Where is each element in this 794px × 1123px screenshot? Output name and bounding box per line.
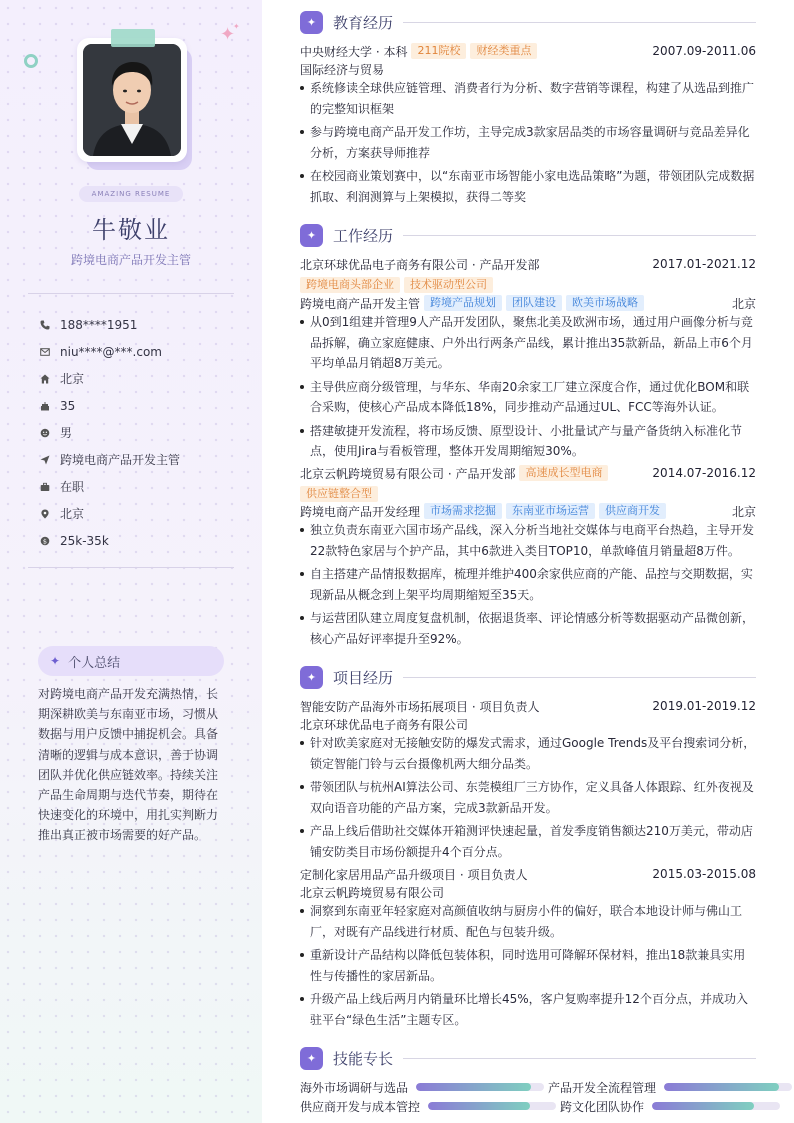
list-item: 重新设计产品结构以降低包装体积，同时选用可降解环保材料，推出18款兼具实用性与传播性的家居新品。: [300, 945, 756, 986]
tag: 财经类重点: [470, 43, 537, 59]
city: 北京: [731, 296, 756, 311]
education-section-header: [300, 10, 756, 34]
role: 跨境电商产品开发主管: [300, 296, 421, 311]
skill-name: 海外市场调研与选品: [300, 1080, 409, 1095]
sparkle-icon: ✦: [300, 11, 323, 34]
sparkle-icon: ✦: [50, 654, 61, 668]
skill-name: 跨文化团队协作: [560, 1099, 645, 1114]
company-row: [300, 255, 756, 273]
tag: 跨境电商头部企业: [300, 277, 400, 293]
section-title: 工作经历: [333, 226, 394, 245]
company-tags: [300, 277, 493, 293]
project-company: 北京环球优品电子商务有限公司: [300, 717, 469, 732]
candidate-name: 牛敬业: [92, 216, 170, 244]
skill-item: [300, 1097, 556, 1115]
city: 北京: [731, 504, 756, 519]
list-item: 产品上线后借助社交媒体开箱测评快速起量，首发季度销售额达210万美元，带动店铺安防类目市场份额提升4个百分点。: [300, 821, 756, 862]
summary-title: 个人总结: [68, 655, 121, 671]
date: 2007.09-2011.06: [652, 44, 756, 58]
company-row: [300, 464, 756, 482]
school-name: 中央财经大学 · 本科: [300, 44, 408, 59]
section-divider: [403, 677, 756, 678]
job-bullets: [300, 520, 756, 652]
info-target: [40, 446, 240, 473]
date: 2019.01-2019.12: [652, 699, 756, 713]
portrait-illustration: [83, 44, 181, 156]
list-item: 主导供应商分级管理，与华东、华南20余家工厂建立深度合作，通过优化BOM和联合采购，使核心产品成本降低18%，同步推动产品通过UL、FCC等海外认证。: [300, 377, 756, 418]
info-text: 北京: [60, 372, 85, 386]
list-item: 与运营团队建立周度复盘机制，依据退货率、评论情感分析等数据驱动产品微创新，核心产品好评率提升至92%。: [300, 608, 756, 649]
list-item: 升级产品上线后两月内销量环比增长45%，客户复购率提升12个百分点，并成功入驻平台“绿色生活”主题专区。: [300, 989, 756, 1030]
location-icon: [40, 509, 60, 519]
info-text: 25k-35k: [60, 533, 109, 548]
company-tags: [300, 486, 378, 502]
tag: 东南亚市场运营: [506, 503, 595, 519]
date: 2014.07-2016.12: [652, 466, 756, 480]
sparkle-icon: ✦: [220, 24, 236, 45]
major-row: [300, 60, 756, 78]
section-divider: [403, 1058, 756, 1059]
education-row: [300, 42, 756, 60]
project-bullets: [300, 733, 756, 865]
sparkle-icon: ✦: [300, 1047, 323, 1070]
info-text: 北京: [60, 507, 85, 521]
info-email: [40, 338, 240, 365]
skill-name: 产品开发全流程管理: [548, 1080, 657, 1095]
avatar-photo: [83, 44, 181, 156]
info-text: 35: [60, 398, 76, 413]
info-gender: [40, 419, 240, 446]
send-icon: [40, 455, 60, 465]
resume-tag: AMAZING RESUME: [79, 186, 183, 202]
job-bullets: [300, 312, 756, 465]
info-text: 在职: [60, 480, 85, 494]
tag: 211院校: [411, 43, 466, 59]
list-item: 针对欧美家庭对无接触安防的爆发式需求，通过Google Trends及平台搜索词分析，锁定智能门铃与云台摄像机两大细分品类。: [300, 733, 756, 774]
project-section-header: [300, 665, 756, 689]
info-text: 男: [60, 426, 73, 440]
skill-name: 供应商开发与成本管控: [300, 1099, 421, 1114]
info-home: [40, 365, 240, 392]
list-item: 带领团队与杭州AI算法公司、东莞模组厂三方协作，定义具备人体跟踪、红外夜视及双向语音功能的产品方案，完成3款新品开发。: [300, 777, 756, 818]
info-text: 188****1951: [60, 317, 138, 332]
candidate-title: 跨境电商产品开发主管: [70, 253, 191, 267]
info-age: [40, 392, 240, 419]
skill-fill: [652, 1102, 754, 1110]
skill-item: [548, 1078, 792, 1096]
list-item: 搭建敏捷开发流程，将市场反馈、原型设计、小批量试产与量产备货纳入标准化节点，使用Jira与看板管理，整体开发周期缩短30%。: [300, 421, 756, 462]
tag: 市场需求挖掘: [424, 503, 502, 519]
skill-fill: [416, 1083, 531, 1091]
sparkle-icon: ✦: [300, 224, 323, 247]
project-name: 智能安防产品海外市场拓展项目 · 项目负责人: [300, 699, 540, 714]
svg-text:$: $: [42, 536, 48, 545]
list-item: 系统修读全球供应链管理、消费者行为分析、数字营销等课程，构建了从选品到推广的完整知识框架: [300, 78, 756, 119]
info-text: niu****@***.com: [60, 344, 162, 359]
project-company: 北京云帆跨境贸易有限公司: [300, 885, 445, 900]
decorative-tape: [111, 29, 155, 47]
skill-bar: [416, 1083, 544, 1091]
project-name: 定制化家居用品产品升级项目 · 项目负责人: [300, 867, 528, 882]
section-title: 项目经历: [333, 668, 394, 687]
cake-icon: [40, 401, 60, 411]
major: 国际经济与贸易: [300, 62, 385, 77]
tag: 欧美市场战略: [566, 295, 644, 311]
role: 跨境电商产品开发经理: [300, 504, 421, 519]
work-section-header: [300, 223, 756, 247]
education-bullets: [300, 78, 756, 210]
company-name: 北京云帆跨境贸易有限公司 · 产品开发部: [300, 466, 516, 481]
tag: 团队建设: [506, 295, 562, 311]
sidebar: [0, 0, 262, 1123]
skill-fill: [664, 1083, 779, 1091]
phone-icon: [40, 320, 60, 330]
tag: 高速成长型电商: [519, 465, 608, 481]
company-name: 北京环球优品电子商务有限公司 · 产品开发部: [300, 257, 540, 272]
section-divider: [403, 22, 756, 23]
list-item: 从0到1组建并管理9人产品开发团队，聚焦北美及欧洲市场，通过用户画像分析与竞品拆解，确立家庭健康、户外出行两条产品线，累计推出35款新品，新品上市6个月平均单品月销超8万美元。: [300, 312, 756, 374]
info-status: [40, 473, 240, 500]
tag: 供应商开发: [599, 503, 666, 519]
list-item: 独立负责东南亚六国市场产品线，深入分析当地社交媒体与电商平台热趋，主导开发22款特色家居与个护产品，其中6款进入类目TOP10，单款峰值月销量超8万件。: [300, 520, 756, 561]
project-row: [300, 865, 756, 883]
skill-bar: [652, 1102, 780, 1110]
avatar: [77, 38, 187, 162]
decorative-ring: [24, 54, 38, 68]
home-icon: [40, 374, 60, 384]
project-company-row: [300, 883, 756, 901]
project-bullets: [300, 901, 756, 1033]
info-text: 跨境电商产品开发主管: [60, 453, 181, 467]
divider: [28, 293, 234, 294]
date: 2017.01-2021.12: [652, 257, 756, 271]
info-location: [40, 500, 240, 527]
skill-bar: [664, 1083, 792, 1091]
date: 2015.03-2015.08: [652, 867, 756, 881]
tag: 技术驱动型公司: [404, 277, 493, 293]
divider: [28, 567, 234, 568]
list-item: 参与跨境电商产品开发工作坊，主导完成3款家居品类的市场容量调研与竞品差异化分析，方案获导师推荐: [300, 122, 756, 163]
sparkle-icon: ✦: [300, 666, 323, 689]
briefcase-icon: [40, 482, 60, 492]
role-row: [300, 502, 756, 520]
section-title: 技能专长: [333, 1049, 394, 1068]
project-company-row: [300, 715, 756, 733]
gender-icon: [40, 428, 60, 438]
sparkle-small-icon: ✦: [233, 22, 240, 31]
list-item: 在校园商业策划赛中，以“东南亚市场智能小家电选品策略”为题，带领团队完成数据抓取、利润测算与上架模拟，获得二等奖: [300, 166, 756, 207]
skill-fill: [428, 1102, 530, 1110]
summary-text: 对跨境电商产品开发充满热情，长期深耕欧美与东南亚市场，习惯从数据与用户反馈中捕捉机会。具备清晰的逻辑与成本意识，善于协调团队并优化供应链效率。持续关注产品生命周期与迭代节奏，期待在快速变化的环境中，用扎实判断力推出真正被市场需要的好产品。: [38, 687, 219, 843]
summary-header: [38, 646, 224, 676]
tag: 供应链整合型: [300, 486, 378, 502]
list-item: 洞察到东南亚年轻家庭对高颜值收纳与厨房小件的偏好，联合本地设计师与佛山工厂，对既有产品线进行材质、配色与包装升级。: [300, 901, 756, 942]
role-row: [300, 294, 756, 312]
skill-item: [560, 1097, 780, 1115]
money-icon: [40, 536, 60, 546]
list-item: 自主搭建产品情报数据库，梳理并维护400余家供应商的产能、品控与交期数据，实现新品从概念到上架平均周期缩短至35天。: [300, 564, 756, 605]
contact-info: [40, 311, 240, 554]
section-title: 教育经历: [333, 13, 394, 32]
project-row: [300, 697, 756, 715]
info-phone: [40, 311, 240, 338]
skill-item: [300, 1078, 544, 1096]
skills-section-header: [300, 1046, 756, 1070]
mail-icon: [40, 347, 60, 357]
info-salary: [40, 527, 240, 554]
tag: 跨境产品规划: [424, 295, 502, 311]
section-divider: [403, 235, 756, 236]
skill-bar: [428, 1102, 556, 1110]
